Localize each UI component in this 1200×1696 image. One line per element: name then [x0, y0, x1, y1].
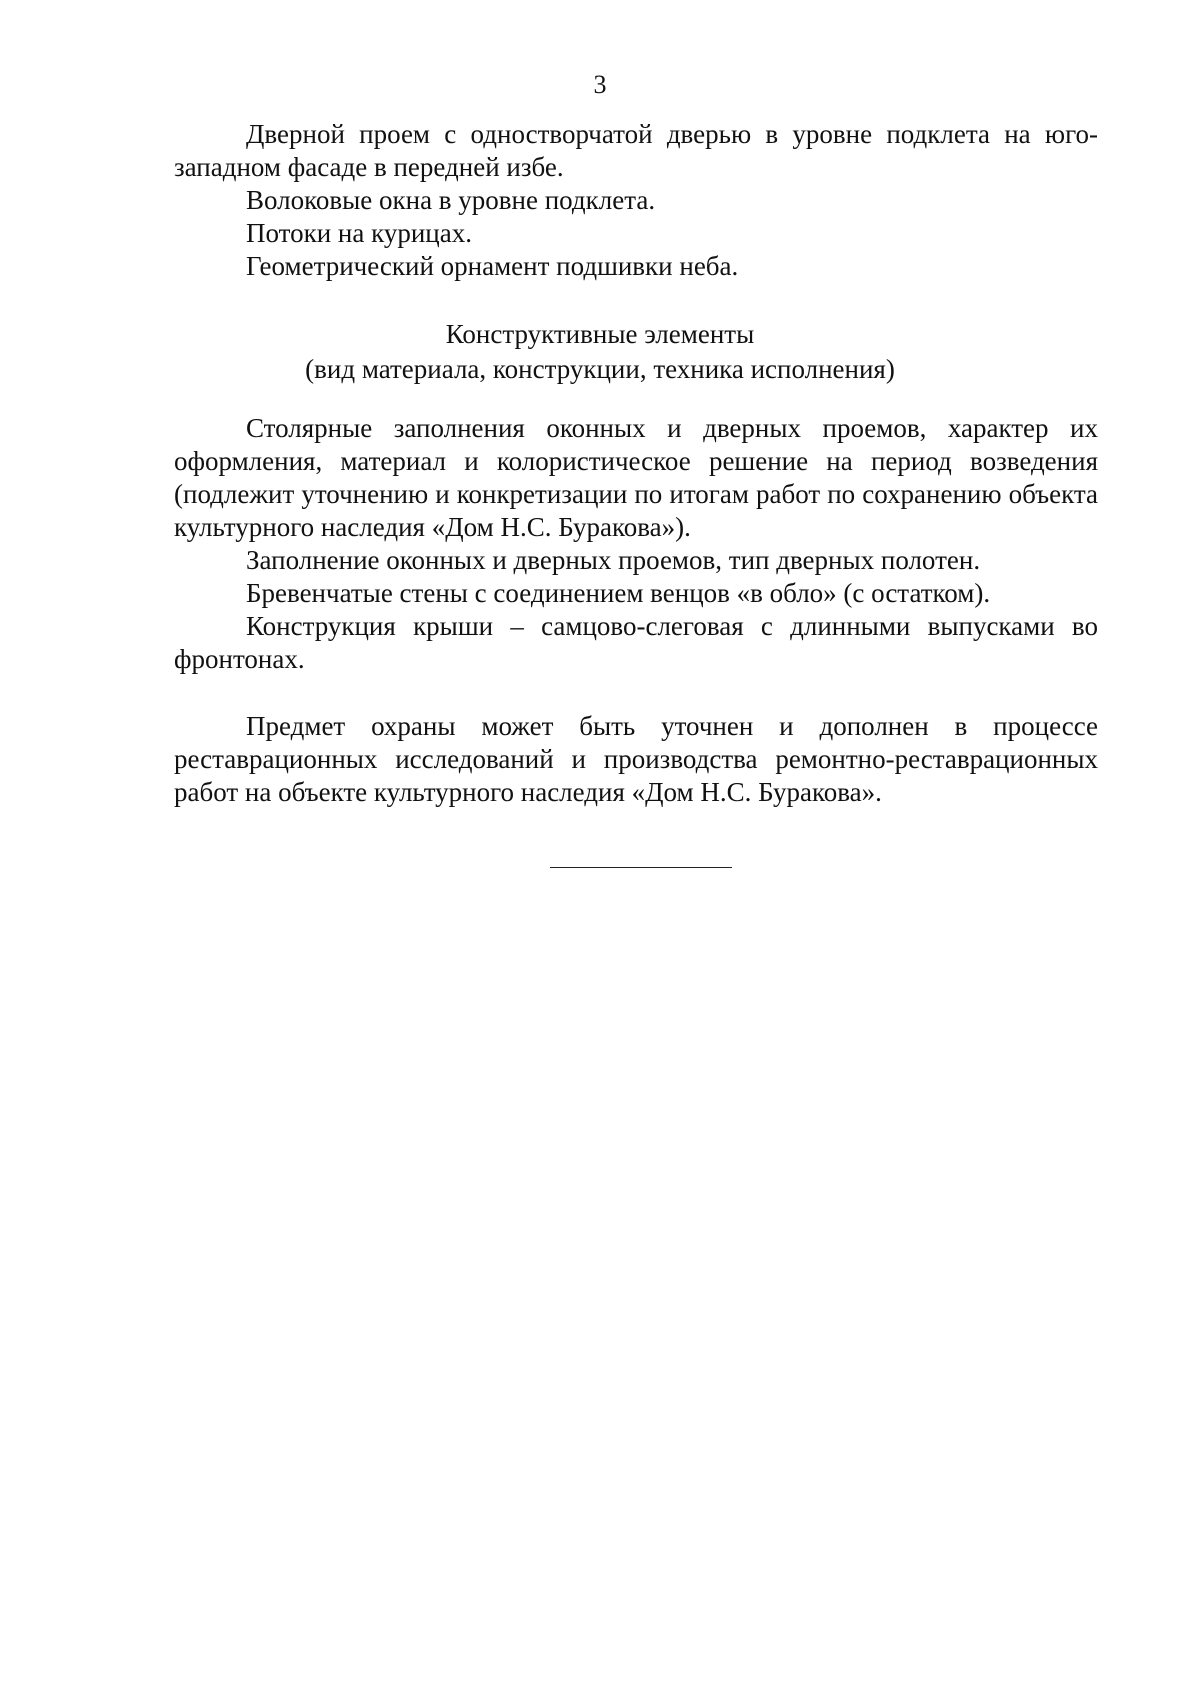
- section-heading-subtitle: (вид материала, конструкции, техника исполнения): [305, 354, 895, 384]
- paragraph-joinery: Столярные заполнения оконных и дверных проемов, характер их оформления, материал и колористическое решение на период возведения (подлежит уточнению и конкретизации по итогам работ по сохранению объекта культурного наследия «Дом Н.С. Буракова»).: [174, 413, 1098, 542]
- paragraph-portage-windows: Волоковые окна в уровне подклета.: [246, 185, 656, 215]
- paragraph-openings-fill: Заполнение оконных и дверных проемов, тип дверных полотен.: [246, 545, 981, 575]
- intro-section: [174, 118, 1098, 283]
- closing-section: [174, 710, 1098, 809]
- structural-elements-section: [174, 412, 1098, 676]
- paragraph-door-opening: Дверной проем с одностворчатой дверью в уровне подклета на юго-западном фасаде в передней избе.: [174, 119, 1098, 182]
- paragraph-gutters: Потоки на курицах.: [246, 218, 472, 248]
- section-heading-title: Конструктивные элементы: [445, 319, 755, 349]
- paragraph-roof-structure: Конструкция крыши – самцово-слеговая с длинными выпусками во фронтонах.: [174, 611, 1098, 674]
- end-divider-line: [550, 867, 732, 868]
- paragraph-ornament: Геометрический орнамент подшивки неба.: [246, 251, 739, 281]
- paragraph-closing-note: Предмет охраны может быть уточнен и дополнен в процессе реставрационных исследований и производства ремонтно-реставрационных работ на объекте культурного наследия «Дом Н.С. Буракова».: [174, 711, 1098, 807]
- section-heading: [0, 317, 1200, 387]
- paragraph-log-walls: Бревенчатые стены с соединением венцов «в обло» (с остатком).: [246, 578, 991, 608]
- page-number: 3: [593, 70, 607, 99]
